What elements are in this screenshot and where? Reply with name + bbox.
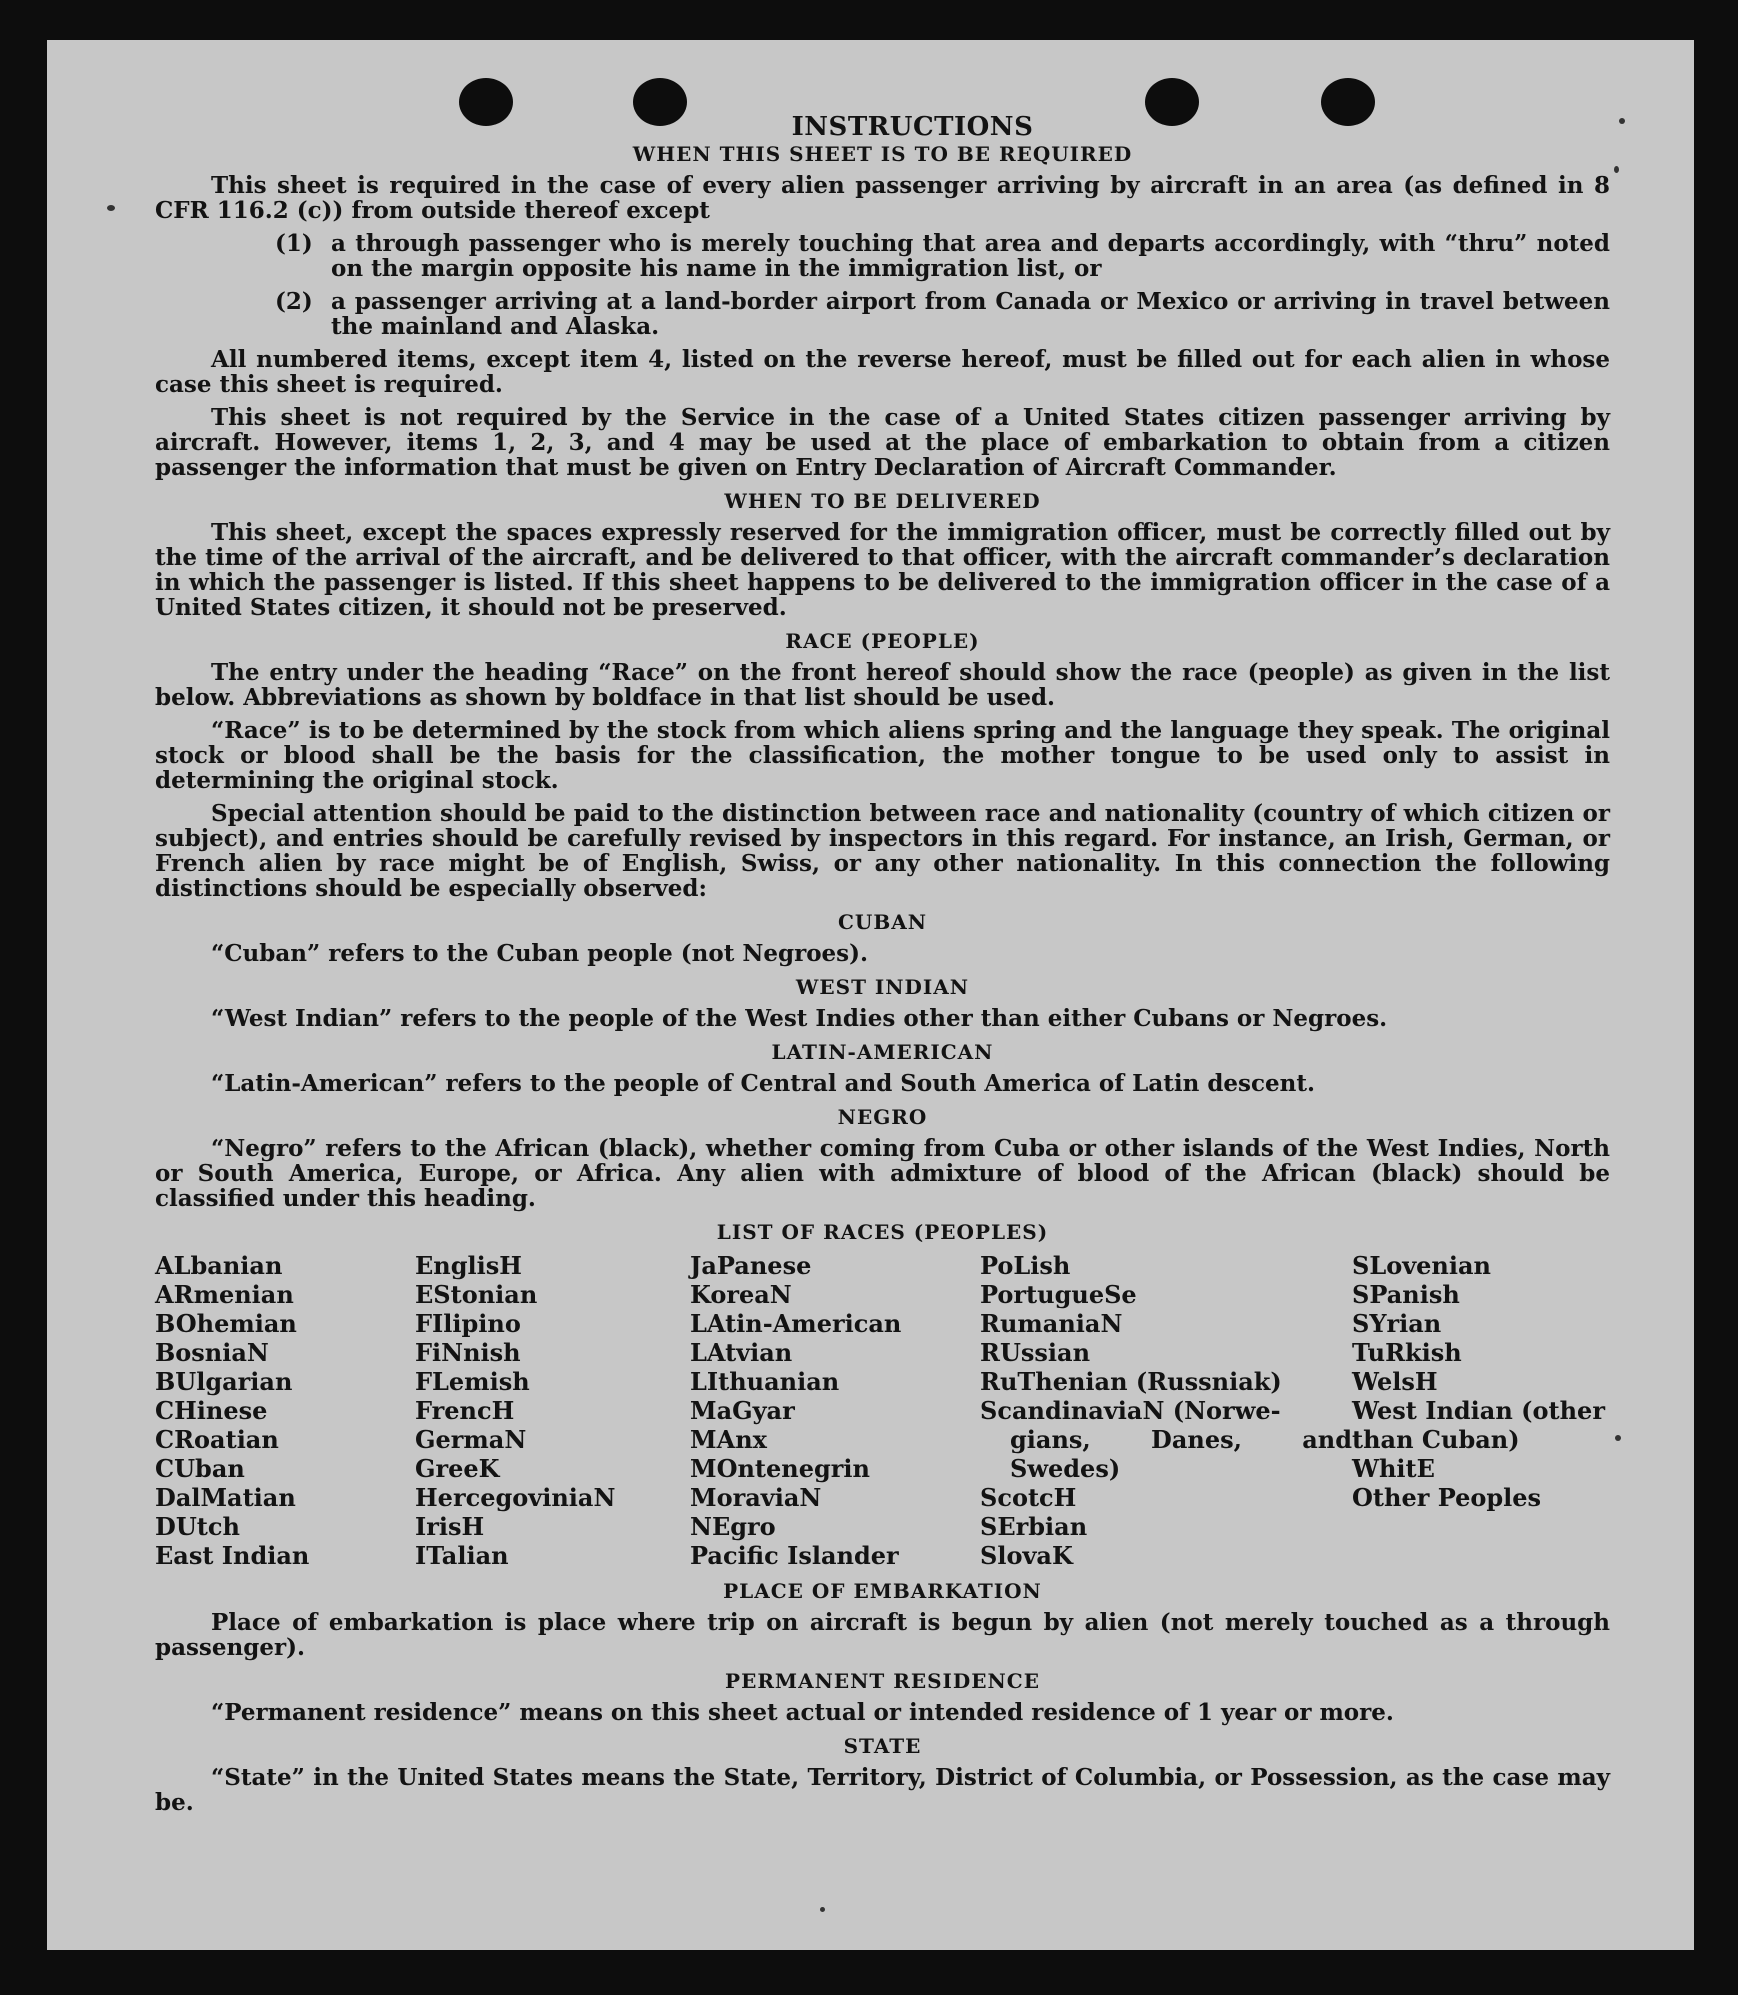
race-entry: MaGyar	[690, 1396, 795, 1425]
citizen-paragraph: This sheet is not required by the Service in the case of a United States citizen passenger arriving by aircraft. However, items 1, 2, 3, and 4 may be used at the place of embarkation to obtain from a citizen passenger the information that must be given on Entry Declaration of Aircraft Commander.	[155, 404, 1610, 481]
race-entry: SYrian	[1352, 1309, 1442, 1338]
race-entry: BosniaN	[155, 1338, 269, 1367]
item-number: (2)	[275, 288, 313, 315]
race-entry: gians, Danes, and	[1010, 1425, 1352, 1454]
race-entry: SlovaK	[980, 1541, 1073, 1570]
race-entry: LIthuanian	[690, 1367, 840, 1396]
race-entry: FiNnish	[415, 1338, 521, 1367]
instructions-body	[155, 112, 1610, 1823]
section-heading-latin-american: LATIN-AMERICAN	[771, 1040, 994, 1064]
race-entry: WhitE	[1352, 1454, 1435, 1483]
race-entry: MoraviaN	[690, 1483, 822, 1512]
races-column	[690, 1251, 980, 1570]
race-entry: BUlgarian	[155, 1367, 293, 1396]
page-title: INSTRUCTIONS	[791, 112, 1034, 142]
race-entry: Other Peoples	[1352, 1483, 1542, 1512]
race-entry: DalMatian	[155, 1483, 296, 1512]
race-entry: East Indian	[155, 1541, 310, 1570]
document-sheet	[47, 40, 1694, 1950]
section-heading-permanent-residence: PERMANENT RESIDENCE	[725, 1669, 1040, 1693]
race-entry: RuThenian (Russniak)	[980, 1367, 1282, 1396]
race-entry: KoreaN	[690, 1280, 792, 1309]
race-entry: PoLish	[980, 1251, 1071, 1280]
race-entry: FLemish	[415, 1367, 530, 1396]
race-entry: CHinese	[155, 1396, 268, 1425]
race-entry: SErbian	[980, 1512, 1088, 1541]
race-entry: DUtch	[155, 1512, 240, 1541]
races-list	[155, 1251, 1610, 1570]
residence-paragraph: “Permanent residence” means on this sheet actual or intended residence of 1 year or more.	[211, 1699, 1394, 1726]
speck	[820, 1907, 825, 1912]
speck	[1614, 166, 1619, 173]
section-heading-negro: NEGRO	[837, 1105, 928, 1129]
race-entry: ARmenian	[155, 1280, 294, 1309]
race-entry: SPanish	[1352, 1280, 1460, 1309]
race-entry: PortugueSe	[980, 1280, 1137, 1309]
section-heading-when-delivered: WHEN TO BE DELIVERED	[724, 489, 1041, 513]
race-entry: CUban	[155, 1454, 245, 1483]
race-entry: ScotcH	[980, 1483, 1077, 1512]
race-entry: West Indian (other	[1352, 1396, 1605, 1425]
cuban-paragraph: “Cuban” refers to the Cuban people (not Negroes).	[211, 940, 869, 967]
negro-paragraph: “Negro” refers to the African (black), whether coming from Cuba or other islands of the West Indies, North or South America, Europe, or Africa. Any alien with admixture of blood of the African (black) should be classified under this heading.	[155, 1135, 1610, 1212]
speck	[1619, 118, 1625, 124]
race-entry: NEgro	[690, 1512, 776, 1541]
race-entry: ALbanian	[155, 1251, 283, 1280]
numbered-items-paragraph: All numbered items, except item 4, listed on the reverse hereof, must be filled out for each alien in whose case this sheet is required.	[155, 346, 1610, 398]
section-heading-cuban: CUBAN	[837, 910, 928, 934]
race-entry: EStonian	[415, 1280, 538, 1309]
race-entry: Pacific Islander	[690, 1541, 899, 1570]
race-entry: Swedes)	[1010, 1454, 1121, 1483]
latin-american-paragraph: “Latin-American” refers to the people of Central and South America of Latin descent.	[211, 1070, 1315, 1097]
item-number: (1)	[275, 230, 313, 257]
race-entry: GreeK	[415, 1454, 500, 1483]
west-indian-paragraph: “West Indian” refers to the people of the West Indies other than either Cubans or Negroes.	[211, 1005, 1388, 1032]
race-entry: ScandinaviaN (Norwe-	[980, 1396, 1281, 1425]
race-paragraph-2: “Race” is to be determined by the stock from which aliens spring and the language they speak. The original stock or blood shall be the basis for the classification, the mother tongue to be used only to assist in determining the original stock.	[155, 717, 1610, 794]
section-heading-place-of-embarkation: PLACE OF EMBARKATION	[723, 1579, 1042, 1603]
embarkation-paragraph: Place of embarkation is place where trip on aircraft is begun by alien (not merely touched as a through passenger).	[155, 1609, 1610, 1661]
section-heading-west-indian: WEST INDIAN	[795, 975, 970, 999]
delivered-paragraph: This sheet, except the spaces expressly reserved for the immigration officer, must be correctly filled out by the time of the arrival of the aircraft, and be delivered to that officer, with the aircraft commander’s declaration in which the passenger is listed. If this sheet happens to be delivered to the immigration officer in the case of a United States citizen, it should not be preserved.	[155, 519, 1610, 621]
race-entry: WelsH	[1352, 1367, 1438, 1396]
race-entry: RumaniaN	[980, 1309, 1123, 1338]
section-heading-state: STATE	[843, 1734, 922, 1758]
race-entry: IrisH	[415, 1512, 485, 1541]
race-entry: TuRkish	[1352, 1338, 1462, 1367]
speck	[1615, 1435, 1621, 1441]
race-entry: than Cuban)	[1352, 1425, 1520, 1454]
races-column	[980, 1251, 1352, 1570]
race-entry: RUssian	[980, 1338, 1091, 1367]
state-paragraph: “State” in the United States means the State, Territory, District of Columbia, or Possession, as the case may be.	[155, 1764, 1610, 1816]
race-entry: SLovenian	[1352, 1251, 1491, 1280]
race-paragraph-3: Special attention should be paid to the distinction between race and nationality (country of which citizen or subject), and entries should be carefully revised by inspectors in this regard. For instance, an Irish, German, or French alien by race might be of English, Swiss, or any other nationality. In this connection the following distinctions should be especially observed:	[155, 800, 1610, 902]
exception-item	[155, 231, 1610, 281]
race-entry: HercegoviniaN	[415, 1483, 616, 1512]
speck	[107, 205, 115, 211]
races-column	[155, 1251, 415, 1570]
race-entry: FrencH	[415, 1396, 515, 1425]
race-entry: FIlipino	[415, 1309, 521, 1338]
race-entry: LAtin-American	[690, 1309, 902, 1338]
item-text: a through passenger who is merely touching that area and departs accordingly, with “thru” noted on the margin opposite his name in the immigration list, or	[331, 230, 1610, 282]
race-entry: ITalian	[415, 1541, 509, 1570]
section-heading-list-of-races: LIST OF RACES (PEOPLES)	[716, 1220, 1049, 1244]
section-heading-race: RACE (PEOPLE)	[785, 629, 980, 653]
race-entry: BOhemian	[155, 1309, 297, 1338]
intro-paragraph: This sheet is required in the case of every alien passenger arriving by aircraft in an area (as defined in 8 CFR 116.2 (c)) from outside thereof except	[155, 172, 1610, 224]
section-heading-when-required: WHEN THIS SHEET IS TO BE REQUIRED	[632, 142, 1133, 166]
race-entry: JaPanese	[690, 1251, 812, 1280]
exception-item	[155, 289, 1610, 339]
races-column	[1352, 1251, 1610, 1570]
race-entry: LAtvian	[690, 1338, 793, 1367]
item-text: a passenger arriving at a land-border airport from Canada or Mexico or arriving in travel between the mainland and Alaska.	[331, 288, 1610, 340]
race-entry: EnglisH	[415, 1251, 522, 1280]
races-column	[415, 1251, 690, 1570]
race-paragraph-1: The entry under the heading “Race” on the front hereof should show the race (people) as given in the list below. Abbreviations as shown by boldface in that list should be used.	[155, 659, 1610, 711]
race-entry: CRoatian	[155, 1425, 279, 1454]
race-entry: MOntenegrin	[690, 1454, 870, 1483]
race-entry: GermaN	[415, 1425, 527, 1454]
race-entry: MAnx	[690, 1425, 767, 1454]
